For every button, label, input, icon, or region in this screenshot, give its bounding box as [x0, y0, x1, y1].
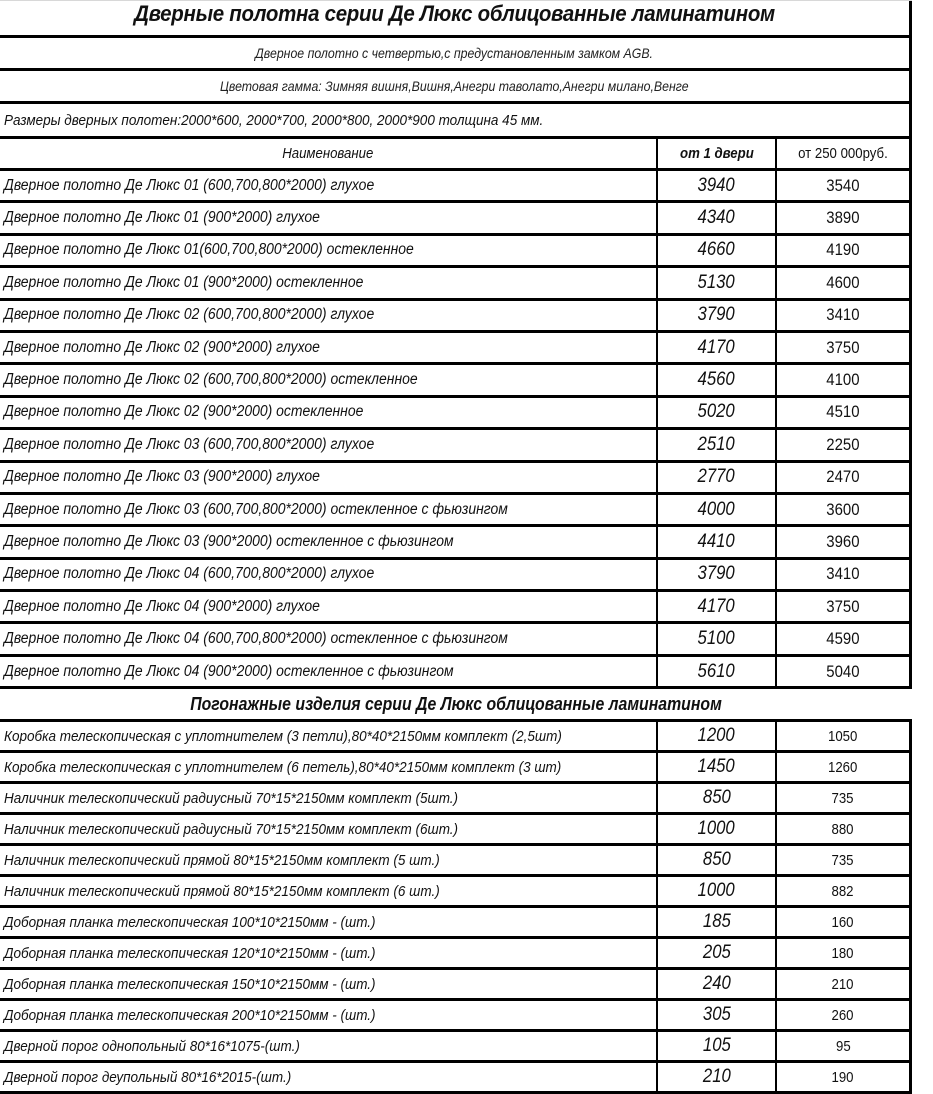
title-row [0, 1, 912, 38]
price-from-250000: 880 [831, 820, 855, 838]
price-from-1-door: 1000 [658, 877, 777, 905]
price-from-1-door: 305 [658, 1001, 777, 1029]
table-row [0, 939, 912, 970]
price-from-1-door: 4410 [658, 527, 777, 556]
item-name: Доборная планка телескопическая 200*10*2150мм - (шт.) [0, 1001, 658, 1029]
sizes-line: Размеры дверных полотен:2000*600, 2000*700, 2000*800, 2000*900 толщина 45 мм. [4, 111, 544, 129]
price-from-1-door: 1200 [658, 722, 777, 750]
price-from-250000: 3890 [826, 208, 860, 228]
price-from-250000: 735 [831, 851, 855, 869]
price-from-1-door: 1000 [658, 815, 777, 843]
price-from-1-door: 1450 [658, 753, 777, 781]
price-from-250000: 5040 [826, 661, 860, 681]
subtitle-row [0, 38, 912, 71]
item-name: Дверное полотно Де Люкс 03 (900*2000) остекленное с фьюзингом [0, 527, 658, 556]
table-row [0, 846, 912, 877]
price-from-250000: 160 [831, 913, 855, 931]
price-from-250000: 180 [831, 944, 855, 962]
price-from-1-door: 850 [658, 784, 777, 812]
price-from-1-door: 3790 [658, 301, 777, 330]
price-from-250000: 735 [831, 789, 855, 807]
price-from-250000: 210 [831, 975, 855, 993]
table-row [0, 171, 912, 203]
price-from-250000: 4510 [826, 402, 860, 422]
price-from-1-door: 4000 [658, 495, 777, 524]
table-row [0, 333, 912, 365]
item-name: Наличник телескопический прямой 80*15*2150мм комплект (5 шт.) [0, 846, 658, 874]
item-name: Наличник телескопический радиусный 70*15*2150мм комплект (6шт.) [0, 815, 658, 843]
item-name: Дверное полотно Де Люкс 01 (600,700,800*2000) глухое [0, 171, 658, 200]
price-from-250000: 1050 [828, 727, 858, 745]
column-header-name: Наименование [0, 139, 658, 168]
item-name: Дверной порог однопольный 80*16*1075-(шт.) [0, 1032, 658, 1060]
price-from-250000: 4190 [826, 240, 860, 260]
table-row [0, 560, 912, 592]
item-name: Доборная планка телескопическая 100*10*2150мм - (шт.) [0, 908, 658, 936]
table-row [0, 430, 912, 462]
doors-table-body [0, 171, 912, 689]
price-from-250000: 4600 [826, 272, 860, 292]
colors-line: Цветовая гамма: Зимняя вишня,Вишня,Анегри таволато,Анегри милано,Венге [220, 78, 689, 94]
price-from-1-door: 205 [658, 939, 777, 967]
price-from-1-door: 5020 [658, 398, 777, 427]
price-from-1-door: 4660 [658, 236, 777, 265]
price-from-250000: 3750 [826, 337, 860, 357]
table-row [0, 495, 912, 527]
table-row [0, 301, 912, 333]
item-name: Дверное полотно Де Люкс 04 (600,700,800*2000) остекленное с фьюзингом [0, 624, 658, 653]
price-from-1-door: 850 [658, 846, 777, 874]
price-from-1-door: 4560 [658, 365, 777, 394]
price-from-1-door: 4170 [658, 592, 777, 621]
table-row [0, 268, 912, 300]
table-row [0, 1001, 912, 1032]
item-name: Дверное полотно Де Люкс 02 (600,700,800*2000) остекленное [0, 365, 658, 394]
price-from-250000: 1260 [828, 758, 858, 776]
table-row [0, 784, 912, 815]
table-row [0, 722, 912, 753]
table-row [0, 624, 912, 656]
table-row [0, 753, 912, 784]
colors-row [0, 71, 912, 104]
price-from-250000: 4100 [826, 370, 860, 390]
column-header-price1: от 1 двери [658, 139, 777, 168]
price-from-250000: 3540 [826, 175, 860, 195]
price-from-250000: 3410 [826, 305, 860, 325]
price-from-250000: 3410 [826, 564, 860, 584]
item-name: Дверное полотно Де Люкс 02 (900*2000) глухое [0, 333, 658, 362]
table-row [0, 365, 912, 397]
page-title: Дверные полотна серии Де Люкс облицованные ламинатином [134, 1, 775, 26]
table-row [0, 1063, 912, 1094]
item-name: Доборная планка телескопическая 150*10*2150мм - (шт.) [0, 970, 658, 998]
item-name: Доборная планка телескопическая 120*10*2150мм - (шт.) [0, 939, 658, 967]
table-row [0, 203, 912, 235]
price-from-1-door: 5610 [658, 657, 777, 686]
item-name: Дверное полотно Де Люкс 03 (600,700,800*2000) остекленное с фьюзингом [0, 495, 658, 524]
table-row [0, 815, 912, 846]
table-row [0, 398, 912, 430]
item-name: Дверное полотно Де Люкс 03 (900*2000) глухое [0, 463, 658, 492]
subtitle: Дверное полотно с четвертью,с предустановленным замком AGB. [255, 45, 654, 61]
table-row [0, 970, 912, 1001]
item-name: Наличник телескопический радиусный 70*15*2150мм комплект (5шт.) [0, 784, 658, 812]
item-name: Дверное полотно Де Люкс 01 (900*2000) остекленное [0, 268, 658, 297]
price-from-250000: 3600 [826, 499, 860, 519]
item-name: Наличник телескопический прямой 80*15*2150мм комплект (6 шт.) [0, 877, 658, 905]
item-name: Дверное полотно Де Люкс 01(600,700,800*2000) остекленное [0, 236, 658, 265]
table-row [0, 877, 912, 908]
table-row [0, 592, 912, 624]
item-name: Дверное полотно Де Люкс 04 (600,700,800*2000) глухое [0, 560, 658, 589]
price-from-250000: 260 [831, 1006, 855, 1024]
table-header [0, 139, 912, 171]
item-name: Дверное полотно Де Люкс 02 (600,700,800*2000) глухое [0, 301, 658, 330]
price-from-250000: 2470 [826, 467, 860, 487]
moldings-table-body [0, 722, 912, 1094]
table-row [0, 527, 912, 559]
price-from-250000: 3960 [826, 531, 860, 551]
item-name: Дверной порог деупольный 80*16*2015-(шт.) [0, 1063, 658, 1091]
price-from-250000: 3750 [826, 596, 860, 616]
table-row [0, 463, 912, 495]
price-from-250000: 4590 [826, 629, 860, 649]
price-from-250000: 190 [831, 1068, 855, 1086]
item-name: Дверное полотно Де Люкс 03 (600,700,800*2000) глухое [0, 430, 658, 459]
price-from-1-door: 105 [658, 1032, 777, 1060]
table-row [0, 236, 912, 268]
price-from-250000: 2250 [826, 434, 860, 454]
item-name: Дверное полотно Де Люкс 04 (900*2000) остекленное с фьюзингом [0, 657, 658, 686]
column-header-price2: от 250 000руб. [798, 145, 888, 162]
section2-title: Погонажные изделия серии Де Люкс облицованные ламинатином [190, 693, 722, 714]
table-row [0, 908, 912, 939]
price-from-1-door: 3790 [658, 560, 777, 589]
item-name: Коробка телескопическая с уплотнителем (3 петли),80*40*2150мм комплект (2,5шт) [0, 722, 658, 750]
sizes-row [0, 104, 912, 139]
price-from-1-door: 5130 [658, 268, 777, 297]
price-from-250000: 95 [835, 1037, 851, 1055]
price-from-1-door: 3940 [658, 171, 777, 200]
price-from-1-door: 5100 [658, 624, 777, 653]
item-name: Дверное полотно Де Люкс 01 (900*2000) глухое [0, 203, 658, 232]
price-from-1-door: 4170 [658, 333, 777, 362]
table-row [0, 1032, 912, 1063]
price-from-1-door: 240 [658, 970, 777, 998]
item-name: Дверное полотно Де Люкс 04 (900*2000) глухое [0, 592, 658, 621]
price-from-250000: 882 [831, 882, 855, 900]
price-from-1-door: 2510 [658, 430, 777, 459]
price-from-1-door: 4340 [658, 203, 777, 232]
section2-title-row [0, 689, 912, 722]
item-name: Коробка телескопическая с уплотнителем (6 петель),80*40*2150мм комплект (3 шт) [0, 753, 658, 781]
price-from-1-door: 2770 [658, 463, 777, 492]
item-name: Дверное полотно Де Люкс 02 (900*2000) остекленное [0, 398, 658, 427]
price-from-1-door: 210 [658, 1063, 777, 1091]
price-from-1-door: 185 [658, 908, 777, 936]
table-row [0, 657, 912, 689]
